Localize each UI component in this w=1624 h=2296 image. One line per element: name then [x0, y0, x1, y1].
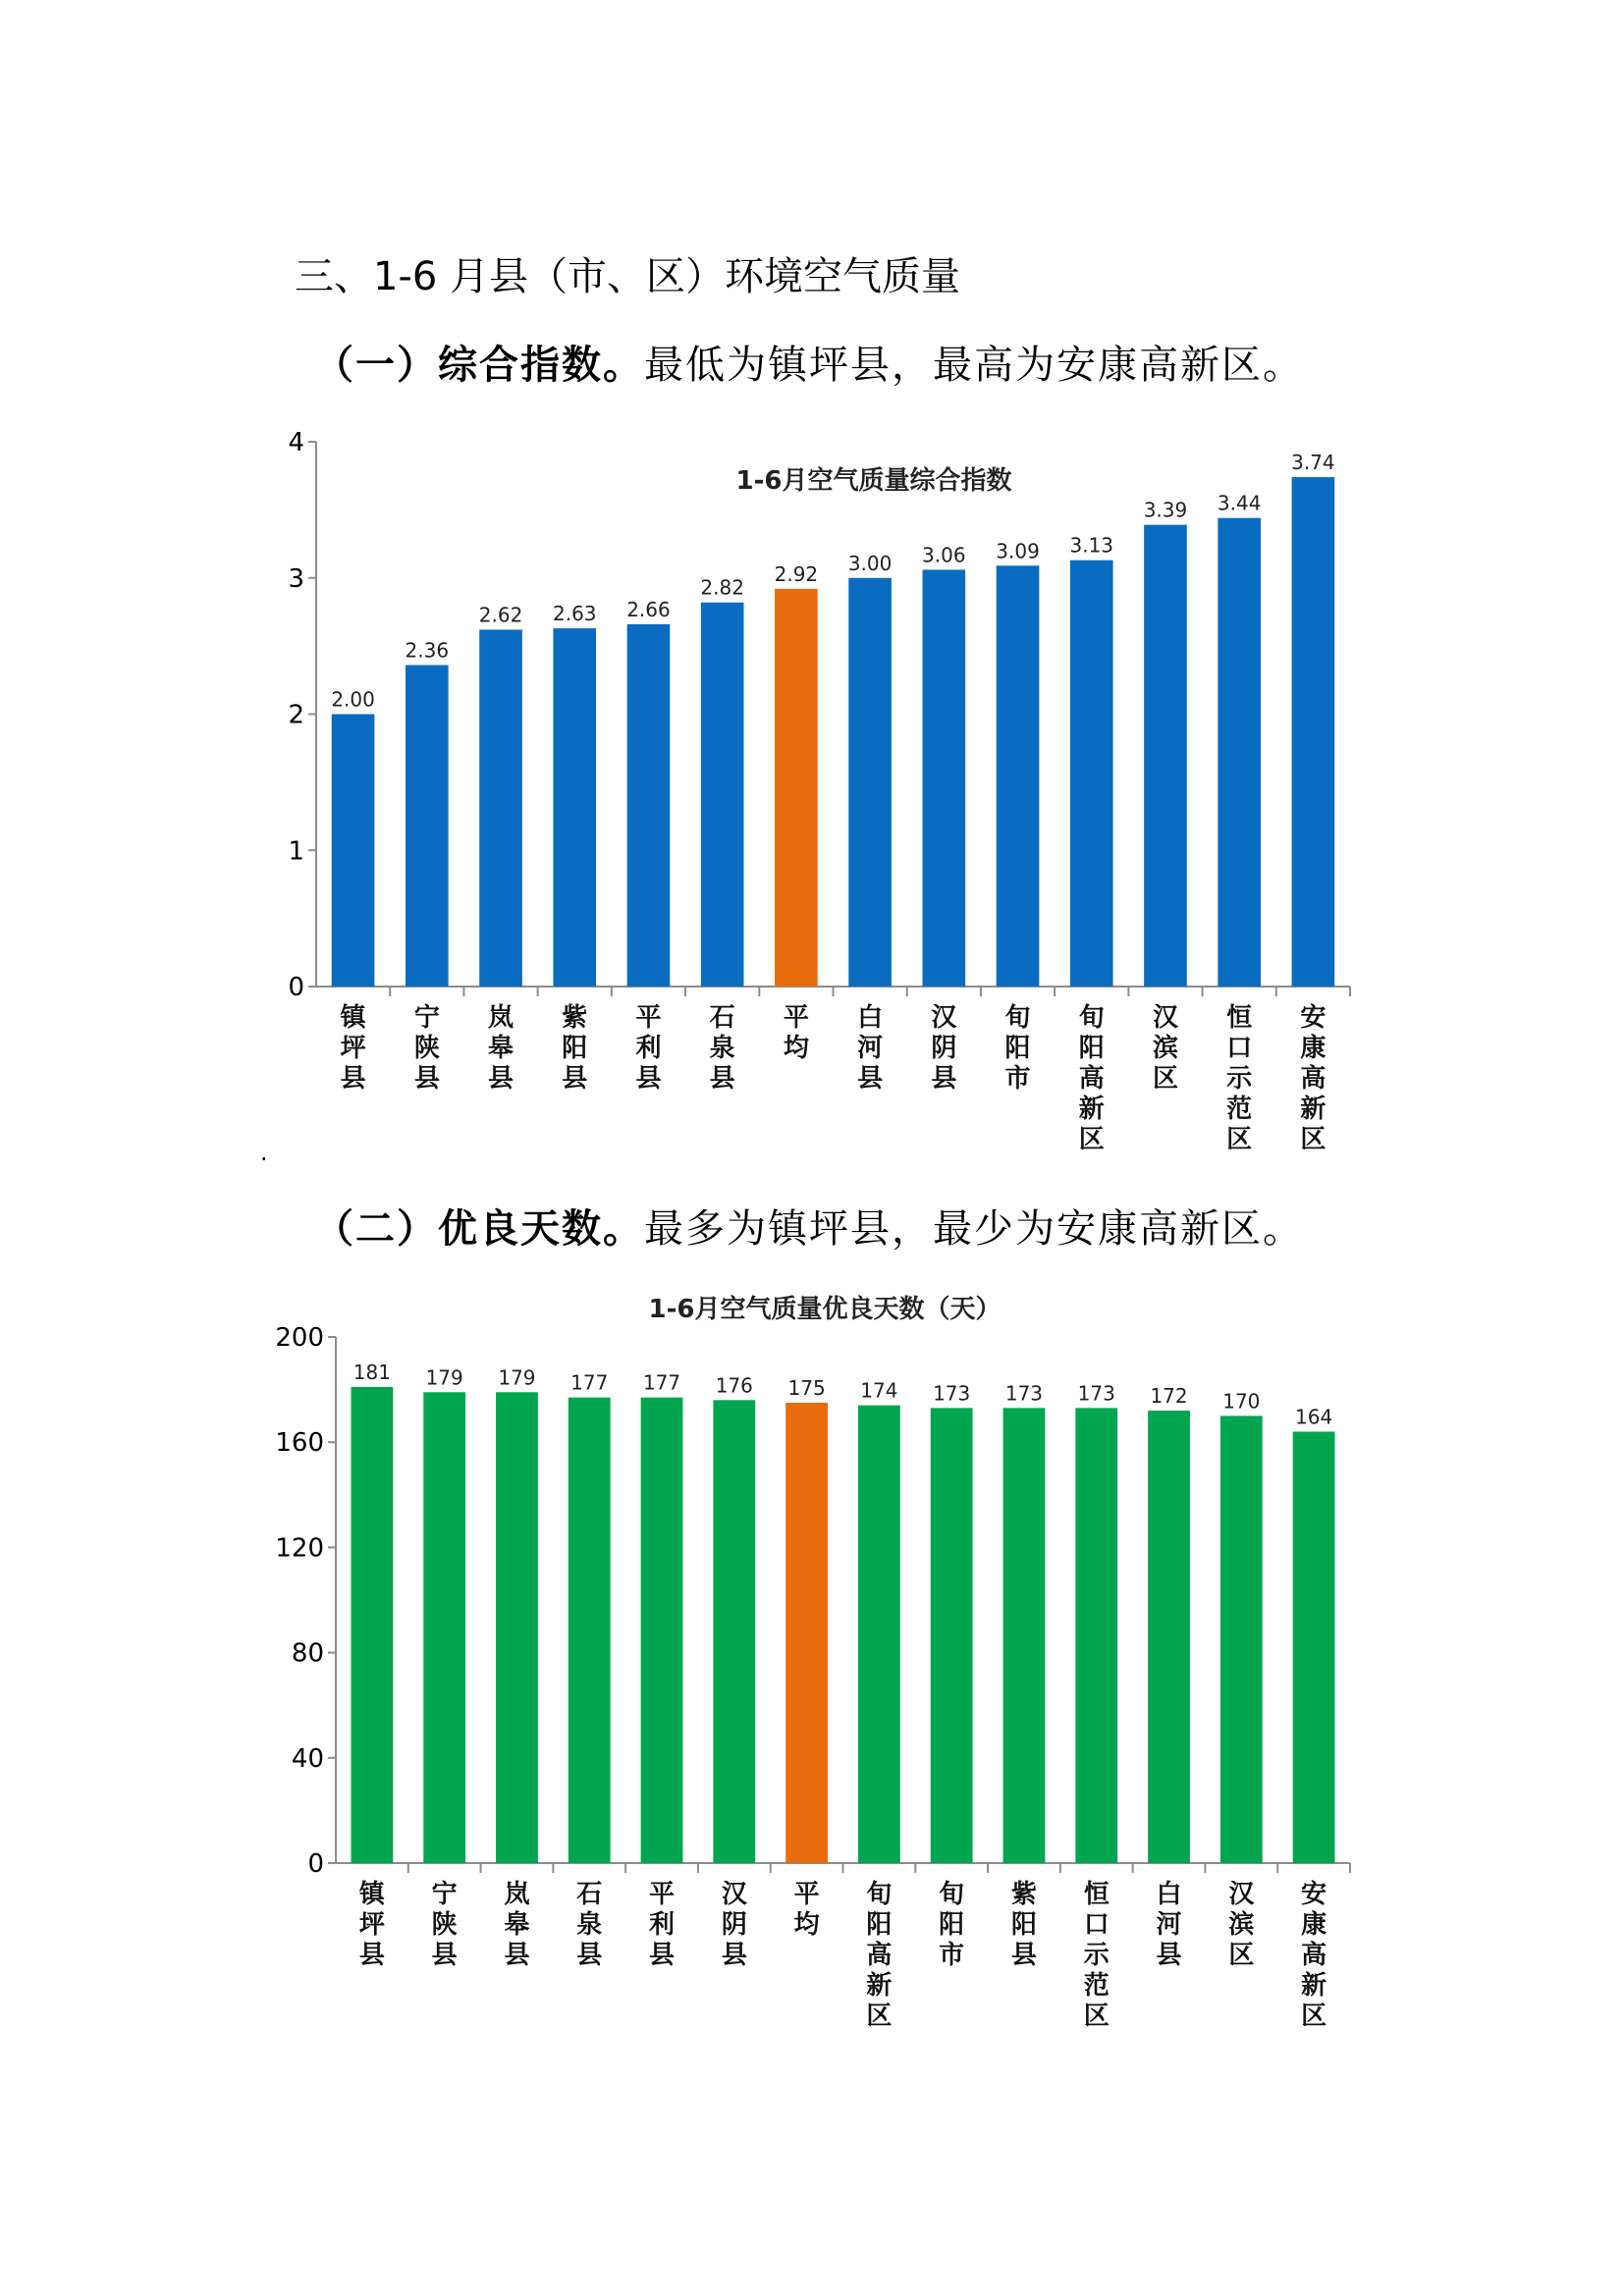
- bar: [997, 565, 1040, 987]
- x-tick-label: 石泉县: [709, 1003, 735, 1094]
- data-label: 173: [1077, 1381, 1115, 1406]
- bar: [496, 1392, 538, 1863]
- y-tick-label: 4: [288, 428, 304, 457]
- data-label: 176: [715, 1373, 753, 1398]
- bar: [1293, 1431, 1335, 1863]
- bar: [713, 1400, 755, 1863]
- chart-title: 1-6月空气质量优良天数（天）: [648, 1295, 1001, 1324]
- data-label: 177: [570, 1370, 609, 1395]
- bar: [848, 578, 892, 987]
- y-tick-label: 1: [288, 836, 304, 867]
- data-label: 173: [1004, 1381, 1044, 1406]
- y-tick-label: 0: [288, 973, 304, 1002]
- bar: [1003, 1408, 1046, 1863]
- bar: [858, 1406, 900, 1863]
- bar: [1070, 561, 1113, 987]
- x-tick-label: 紫阳县: [1010, 1880, 1037, 1970]
- bar: [351, 1387, 393, 1863]
- paragraph-composite-index: [314, 334, 1304, 390]
- bar: [553, 628, 596, 987]
- y-tick-label: 160: [275, 1428, 324, 1459]
- data-label: 170: [1222, 1389, 1261, 1414]
- x-tick-label: 旬阳高新区: [1078, 1003, 1105, 1154]
- bar: [627, 624, 671, 987]
- bar: [701, 603, 744, 987]
- bar: [1075, 1408, 1117, 1863]
- data-label: 177: [642, 1370, 681, 1395]
- bar: [406, 666, 449, 987]
- bar: [423, 1392, 465, 1863]
- bar: [641, 1398, 683, 1863]
- stray-mark: .: [260, 1139, 268, 1166]
- data-label: 181: [352, 1360, 391, 1384]
- x-tick-label: 岚皋县: [488, 1003, 514, 1094]
- data-label: 2.82: [700, 575, 744, 600]
- bar: [931, 1408, 973, 1863]
- paragraph-lead: （二）优良天数。: [314, 1206, 644, 1252]
- data-label: 173: [933, 1381, 971, 1406]
- y-tick-label: 80: [291, 1638, 324, 1669]
- x-tick-label: 汉滨区: [1152, 1003, 1178, 1094]
- bar: [775, 589, 818, 987]
- bar: [1144, 525, 1187, 987]
- data-label: 2.00: [331, 687, 375, 712]
- x-tick-label: 恒口示范区: [1083, 1880, 1110, 2031]
- bar: [1218, 518, 1261, 987]
- chart-title: 1-6月空气质量综合指数: [735, 466, 1012, 496]
- data-label: 174: [860, 1378, 898, 1403]
- data-label: 3.13: [1069, 533, 1114, 558]
- section-title: 三、1-6 月县（市、区）环境空气质量: [295, 254, 961, 299]
- data-label: 175: [787, 1376, 826, 1400]
- x-tick-label: 宁陕县: [413, 1003, 440, 1094]
- y-tick-label: 0: [307, 1849, 324, 1879]
- x-tick-label: 平均: [793, 1880, 820, 1940]
- paragraph-good-days: [314, 1198, 1304, 1254]
- x-tick-label: 紫阳县: [562, 1003, 588, 1094]
- x-tick-label: 恒口示范区: [1226, 1003, 1253, 1154]
- x-tick-label: 宁陕县: [431, 1880, 458, 1970]
- bar: [568, 1398, 611, 1863]
- data-label: 179: [498, 1365, 536, 1390]
- bar: [1292, 477, 1335, 987]
- x-tick-label: 镇坪县: [358, 1880, 385, 1970]
- data-label: 3.09: [996, 539, 1040, 563]
- bar: [785, 1403, 828, 1863]
- data-label: 2.92: [774, 561, 819, 586]
- data-label: 2.62: [478, 603, 523, 627]
- x-tick-label: 安康高新区: [1300, 1003, 1326, 1154]
- paragraph-text: 最低为镇坪县，最高为安康高新区。: [644, 343, 1304, 388]
- data-label: 2.36: [405, 638, 450, 663]
- bar: [1220, 1415, 1263, 1863]
- paragraph-lead: （一）综合指数。: [314, 343, 644, 388]
- x-tick-label: 平利县: [649, 1880, 676, 1970]
- bar: [479, 629, 522, 987]
- y-tick-label: 40: [291, 1743, 324, 1774]
- y-tick-label: 3: [288, 563, 304, 594]
- good-days-chart: [255, 1276, 1384, 2042]
- x-tick-label: 白河县: [857, 1003, 884, 1094]
- x-tick-label: 安康高新区: [1301, 1880, 1327, 2031]
- data-label: 3.00: [847, 551, 893, 575]
- x-tick-label: 白河县: [1156, 1880, 1182, 1970]
- data-label: 179: [425, 1365, 463, 1390]
- x-tick-label: 镇坪县: [340, 1003, 366, 1094]
- data-label: 2.66: [626, 597, 671, 621]
- y-tick-label: 2: [288, 700, 304, 730]
- x-tick-label: 平利县: [635, 1003, 662, 1094]
- data-label: 3.74: [1291, 451, 1335, 475]
- x-tick-label: 石泉县: [576, 1880, 603, 1970]
- x-tick-label: 汉阴县: [931, 1003, 957, 1094]
- bar: [923, 569, 966, 987]
- bar: [332, 715, 375, 988]
- data-label: 3.06: [922, 543, 966, 567]
- x-tick-label: 旬阳市: [1004, 1003, 1031, 1094]
- x-tick-label: 岚皋县: [504, 1880, 530, 1970]
- paragraph-text: 最多为镇坪县，最少为安康高新区。: [644, 1206, 1304, 1252]
- data-label: 3.39: [1143, 498, 1188, 522]
- y-tick-label: 120: [275, 1533, 324, 1564]
- bar: [1148, 1411, 1190, 1863]
- x-tick-label: 旬阳高新区: [866, 1880, 893, 2031]
- composite-index-chart: [255, 422, 1384, 1158]
- x-tick-label: 旬阳市: [939, 1880, 965, 1970]
- data-label: 164: [1295, 1405, 1333, 1429]
- y-tick-label: 200: [275, 1323, 324, 1353]
- x-tick-label: 平均: [783, 1003, 809, 1063]
- x-tick-label: 汉滨区: [1228, 1880, 1255, 1970]
- data-label: 172: [1150, 1384, 1188, 1409]
- data-label: 3.44: [1217, 491, 1262, 515]
- x-tick-label: 汉阴县: [721, 1880, 747, 1970]
- data-label: 2.63: [552, 602, 597, 626]
